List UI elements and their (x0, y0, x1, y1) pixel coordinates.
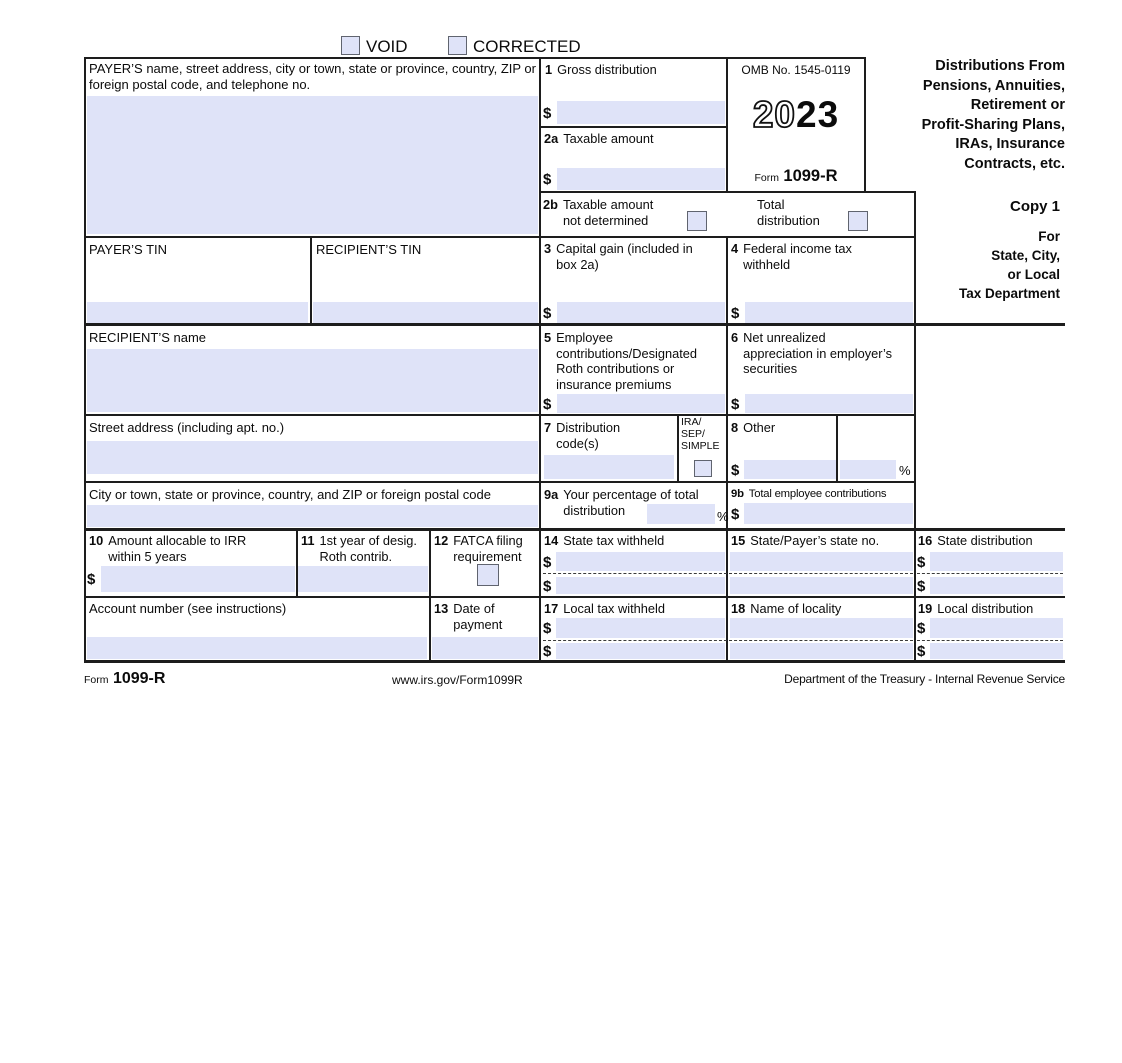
copy-for-line: For (1038, 229, 1060, 244)
box2a-label (544, 131, 719, 147)
box9b-label (731, 488, 886, 502)
box11-field[interactable] (298, 566, 428, 592)
copy-for-line: State, City, (991, 248, 1060, 263)
box9a-label-text: Your percentage of total distribution (563, 487, 699, 518)
box9b-label-text: Total employee contributions (748, 488, 887, 500)
form-title-line: Pensions, Annuities, (922, 77, 1065, 94)
box19-dollar-sign-2: $ (917, 643, 926, 660)
street-address-label: Street address (including apt. no.) (89, 420, 285, 435)
footer-form-value: 1099-R (112, 670, 166, 687)
box16-dollar-sign-1: $ (917, 554, 926, 571)
box2b-number: 2b (543, 197, 558, 212)
box13-date-field[interactable] (432, 637, 538, 659)
box13-number: 13 (434, 601, 449, 616)
grid-line (84, 481, 915, 483)
box17-dollar-sign-2: $ (543, 643, 552, 660)
box9a-percentage-field[interactable] (647, 504, 715, 524)
total-distribution-label (757, 197, 820, 228)
tax-year (729, 94, 863, 136)
footer-url[interactable]: www.irs.gov/Form1099R (392, 673, 523, 687)
box17-entry2-field[interactable] (556, 643, 725, 659)
box16-dollar-sign-2: $ (917, 578, 926, 595)
recipient-name-label: RECIPIENT’S name (89, 330, 207, 345)
box18-label-text: Name of locality (750, 601, 842, 616)
box8-label-text: Other (743, 420, 776, 435)
payer-tin-field[interactable] (87, 302, 308, 323)
payer-tin-label: PAYER’S TIN (89, 242, 168, 257)
box7-label-text: Distribution code(s) (556, 420, 621, 451)
grid-line (84, 57, 865, 59)
box8-number: 8 (731, 420, 739, 435)
copy-number: Copy 1 (1009, 198, 1060, 215)
box18-entry2-field[interactable] (730, 643, 913, 659)
ira-sep-simple-label (681, 417, 720, 452)
grid-line (677, 414, 679, 481)
box17-entry1-field[interactable] (556, 618, 725, 638)
grid-line (84, 323, 1065, 326)
box5-dollar-sign: $ (543, 396, 552, 413)
box3-label-text: Capital gain (included in box 2a) (556, 241, 693, 272)
box10-label-text: Amount allocable to IRR within 5 years (108, 533, 247, 564)
box16-number: 16 (918, 533, 933, 548)
box5-label-text: Employee contributions/Designated Roth contributions or insurance premiums (556, 330, 697, 392)
box2b-label-text (563, 197, 653, 228)
box15-label-text: State/Payer’s state no. (750, 533, 880, 548)
ira-label-line: IRA/ (681, 416, 702, 428)
grid-line (84, 528, 1065, 531)
grid-line (310, 236, 312, 323)
grid-line (540, 191, 915, 193)
tax-year-bold: 23 (796, 94, 840, 135)
footer-form-word: Form (84, 674, 109, 686)
box15-number: 15 (731, 533, 746, 548)
footer-form-number (84, 670, 165, 688)
box1-label-text: Gross distribution (557, 62, 657, 77)
city-field[interactable] (87, 505, 538, 527)
recipient-tin-label: RECIPIENT’S TIN (316, 242, 422, 257)
recipient-tin-field[interactable] (313, 302, 538, 323)
box19-entry2-field[interactable] (930, 643, 1063, 659)
box5-number: 5 (544, 330, 552, 345)
box18-number: 18 (731, 601, 746, 616)
omb-form-value: 1099-R (783, 167, 838, 185)
void-label: VOID (366, 37, 408, 56)
grid-line (726, 57, 728, 191)
box7-distribution-codes-field[interactable] (544, 455, 674, 479)
box17-number: 17 (544, 601, 559, 616)
omb-number: OMB No. 1545-0119 (741, 63, 851, 77)
city-label: City or town, state or province, country, and ZIP or foreign postal code (89, 487, 491, 502)
account-number-label: Account number (see instructions) (89, 601, 287, 616)
box2a-number: 2a (544, 131, 559, 146)
corrected-checkbox[interactable] (448, 36, 467, 55)
account-number-field[interactable] (87, 637, 427, 659)
box14-label (544, 533, 664, 549)
tax-year-outline: 20 (752, 94, 796, 135)
form-title-line: Contracts, etc. (964, 155, 1065, 172)
box6-amount-field[interactable] (745, 394, 913, 413)
form-title (855, 57, 1065, 175)
box16-entry1-field[interactable] (930, 552, 1063, 571)
recipient-name-field[interactable] (87, 349, 538, 412)
copy-for-line: or Local (1007, 267, 1060, 282)
box13-label-text: Date of payment (453, 601, 503, 632)
box11-label-text: 1st year of desig. Roth contrib. (319, 533, 417, 564)
payer-info-label: PAYER’S name, street address, city or town, state or province, country, ZIP or foreign postal code, and telephone no. (89, 61, 536, 92)
box5-label (544, 330, 706, 392)
box12-label (434, 533, 529, 564)
box2a-label-text: Taxable amount (563, 131, 654, 146)
box10-dollar-sign: $ (87, 571, 96, 588)
ira-sep-simple-checkbox[interactable] (694, 460, 712, 477)
dashed-line (917, 640, 1063, 641)
box2b-label-line1: Taxable amount (562, 197, 654, 212)
taxable-amount-not-determined-checkbox[interactable] (687, 211, 707, 231)
box17-dollar-sign-1: $ (543, 620, 552, 637)
box14-label-text: State tax withheld (563, 533, 665, 548)
box4-amount-field[interactable] (745, 302, 913, 323)
dashed-line (543, 640, 913, 641)
fatca-filing-requirement-checkbox[interactable] (477, 564, 499, 586)
box8-percent-sign: % (899, 463, 911, 478)
box16-label-text: State distribution (937, 533, 1033, 548)
grid-line (726, 236, 728, 660)
void-checkbox[interactable] (341, 36, 360, 55)
box15-label (731, 533, 879, 549)
box4-label-text: Federal income tax withheld (743, 241, 852, 272)
footer-department: Department of the Treasury - Internal Revenue Service (784, 672, 1065, 686)
box9a-number: 9a (544, 487, 559, 502)
box4-label (731, 241, 893, 272)
box9b-amount-field[interactable] (744, 503, 913, 524)
omb-form-number (729, 167, 863, 186)
box17-label (544, 601, 665, 617)
dashed-line (543, 573, 913, 574)
box1-number: 1 (545, 62, 553, 77)
grid-line (540, 126, 727, 128)
box16-entry2-field[interactable] (930, 577, 1063, 594)
box5-amount-field[interactable] (557, 394, 725, 413)
grid-line (84, 596, 1065, 598)
payer-info-field[interactable] (87, 96, 538, 234)
box3-amount-field[interactable] (557, 302, 725, 323)
box12-number: 12 (434, 533, 449, 548)
box3-label (544, 241, 711, 272)
box15-entry1-field[interactable] (730, 552, 913, 571)
box2a-dollar-sign: $ (543, 171, 552, 188)
box19-label (918, 601, 1033, 617)
total-distribution-checkbox[interactable] (848, 211, 868, 231)
box9a-percent-sign: % (717, 509, 729, 524)
box19-dollar-sign-1: $ (917, 620, 926, 637)
box17-label-text: Local tax withheld (563, 601, 665, 616)
box19-number: 19 (918, 601, 933, 616)
box2b-label-line2: not determined (562, 212, 649, 228)
total-distribution-line1: Total (757, 197, 785, 212)
box14-dollar-sign-1: $ (543, 554, 552, 571)
box6-dollar-sign: $ (731, 396, 740, 413)
box3-number: 3 (544, 241, 552, 256)
box4-number: 4 (731, 241, 739, 256)
grid-line (84, 236, 915, 238)
box1-dollar-sign: $ (543, 105, 552, 122)
box11-number: 11 (301, 533, 315, 548)
box4-dollar-sign: $ (731, 305, 740, 322)
total-distribution-line2: distribution (757, 212, 820, 228)
dashed-line (917, 573, 1063, 574)
omb-form-word: Form (754, 172, 779, 184)
box10-label (89, 533, 263, 564)
box14-entry2-field[interactable] (556, 577, 725, 594)
copy-for-line: Tax Department (958, 286, 1060, 301)
box7-label (544, 420, 656, 451)
box2a-amount-field[interactable] (557, 168, 725, 190)
box1-label (545, 62, 720, 78)
form-title-line: Distributions From (935, 58, 1065, 74)
box11-label (301, 533, 423, 564)
box12-label-text: FATCA filing requirement (453, 533, 523, 564)
form-title-line: IRAs, Insurance (955, 136, 1065, 153)
box8-amount-field[interactable] (744, 460, 836, 479)
box6-label (731, 330, 898, 377)
box16-label (918, 533, 1033, 549)
box10-number: 10 (89, 533, 104, 548)
grid-line (836, 414, 838, 481)
box13-label (434, 601, 518, 632)
ira-label-line: SIMPLE (681, 439, 720, 452)
box15-entry2-field[interactable] (730, 577, 913, 594)
corrected-label: CORRECTED (473, 37, 581, 56)
box14-entry1-field[interactable] (556, 552, 725, 571)
box9b-dollar-sign: $ (731, 506, 740, 523)
box6-label-text: Net unrealized appreciation in employer’s securities (743, 330, 893, 377)
box18-label (731, 601, 841, 617)
box18-entry1-field[interactable] (730, 618, 913, 638)
box7-number: 7 (544, 420, 552, 435)
box2b-label (543, 197, 653, 228)
ira-label-line: SEP/ (681, 427, 705, 440)
box14-dollar-sign-2: $ (543, 578, 552, 595)
box8-label (731, 420, 775, 436)
form-title-line: Retirement or (970, 97, 1065, 114)
box14-number: 14 (544, 533, 559, 548)
box6-number: 6 (731, 330, 739, 345)
grid-line (84, 57, 86, 663)
form-title-line: Profit-Sharing Plans, (921, 116, 1065, 133)
street-address-field[interactable] (87, 441, 538, 474)
box8-percent-field[interactable] (840, 460, 896, 479)
box1-amount-field[interactable] (557, 101, 725, 124)
box19-label-text: Local distribution (937, 601, 1034, 616)
grid-line (84, 660, 1065, 663)
grid-line (539, 57, 541, 660)
box8-dollar-sign: $ (731, 462, 740, 479)
copy-for-block (900, 227, 1060, 303)
box19-entry1-field[interactable] (930, 618, 1063, 638)
box9b-number: 9b (731, 488, 744, 500)
grid-line (429, 528, 431, 660)
box3-dollar-sign: $ (543, 305, 552, 322)
box10-amount-field[interactable] (101, 566, 295, 592)
grid-line (84, 414, 915, 416)
